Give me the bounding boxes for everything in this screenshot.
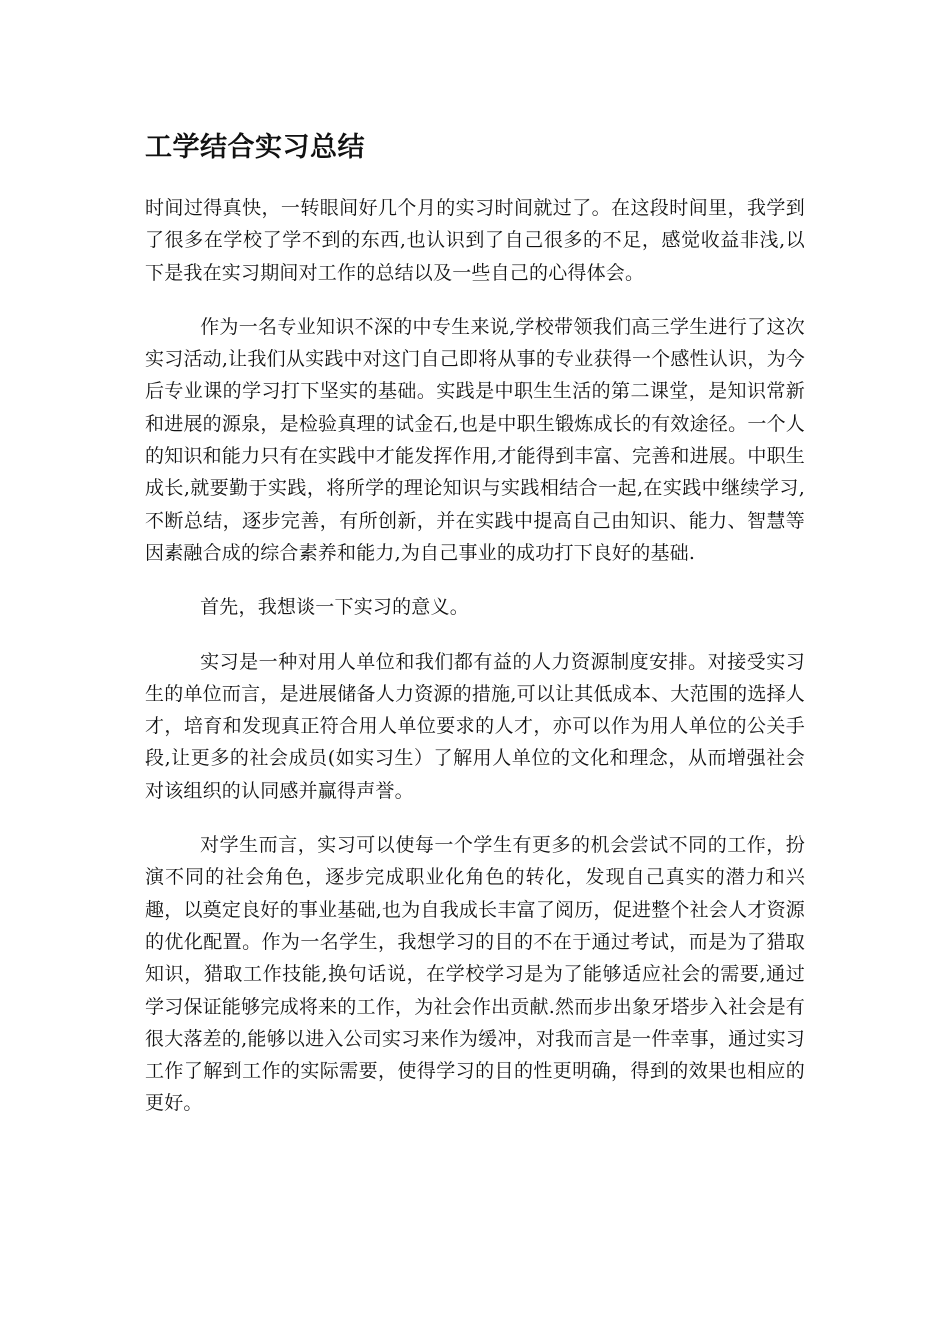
document-title: 工学结合实习总结 — [145, 132, 365, 163]
paragraph-student-benefit: 对学生而言，实习可以使每一个学生有更多的机会尝试不同的工作，扮演不同的社会角色，逐步完成职业化角色的转化，发现自己真实的潜力和兴趣，以奠定良好的事业基础,也为自我成长丰富了阅历，促进整个社会人才资源的优化配置。作为一名学生，我想学习的目的不在于通过考试，而是为了猎取知识，猎取工作技能,换句话说，在学校学习是为了能够适应社会的需要,通过学习保证能够完成将来的工作，为社会作出贡献.然而步出象牙塔步入社会是有很大落差的,能够以进入公司实习来作为缓冲，对我而言是一件幸事，通过实习工作了解到工作的实际需要，使得学习的目的性更明确，得到的效果也相应的更好。 — [145, 834, 805, 1115]
document-body — [145, 192, 805, 1142]
paragraph-meaning-heading: 首先，我想谈一下实习的意义。 — [200, 596, 469, 619]
paragraph-practice-significance: 作为一名专业知识不深的中专生来说,学校带领我们高三学生进行了这次实习活动,让我们从实践中对这门自己即将从事的专业获得一个感性认识，为今后专业课的学习打下坚实的基础。实践是中职生生活的第二课堂，是知识常新和进展的源泉，是检验真理的试金石,也是中职生锻炼成长的有效途径。一个人的知识和能力只有在实践中才能发挥作用,才能得到丰富、完善和进展。中职生成长,就要勤于实践，将所学的理论知识与实践相结合一起,在实践中继续学习,不断总结，逐步完善，有所创新，并在实践中提高自己由知识、能力、智慧等因素融合成的综合素养和能力,为自己事业的成功打下良好的基础. — [145, 315, 805, 564]
paragraph-intro: 时间过得真快，一转眼间好几个月的实习时间就过了。在这段时间里，我学到了很多在学校了学不到的东西,也认识到了自己很多的不足，感觉收益非浅,以下是我在实习期间对工作的总结以及一些自己的心得体会。 — [145, 197, 805, 284]
paragraph-employer-benefit: 实习是一种对用人单位和我们都有益的人力资源制度安排。对接受实习生的单位而言，是进展储备人力资源的措施,可以让其低成本、大范围的选择人才，培育和发现真正符合用人单位要求的人才，亦可以作为用人单位的公关手段,让更多的社会成员(如实习生）了解用人单位的文化和理念，从而增强社会对该组织的认同感并赢得声誉。 — [145, 650, 805, 802]
